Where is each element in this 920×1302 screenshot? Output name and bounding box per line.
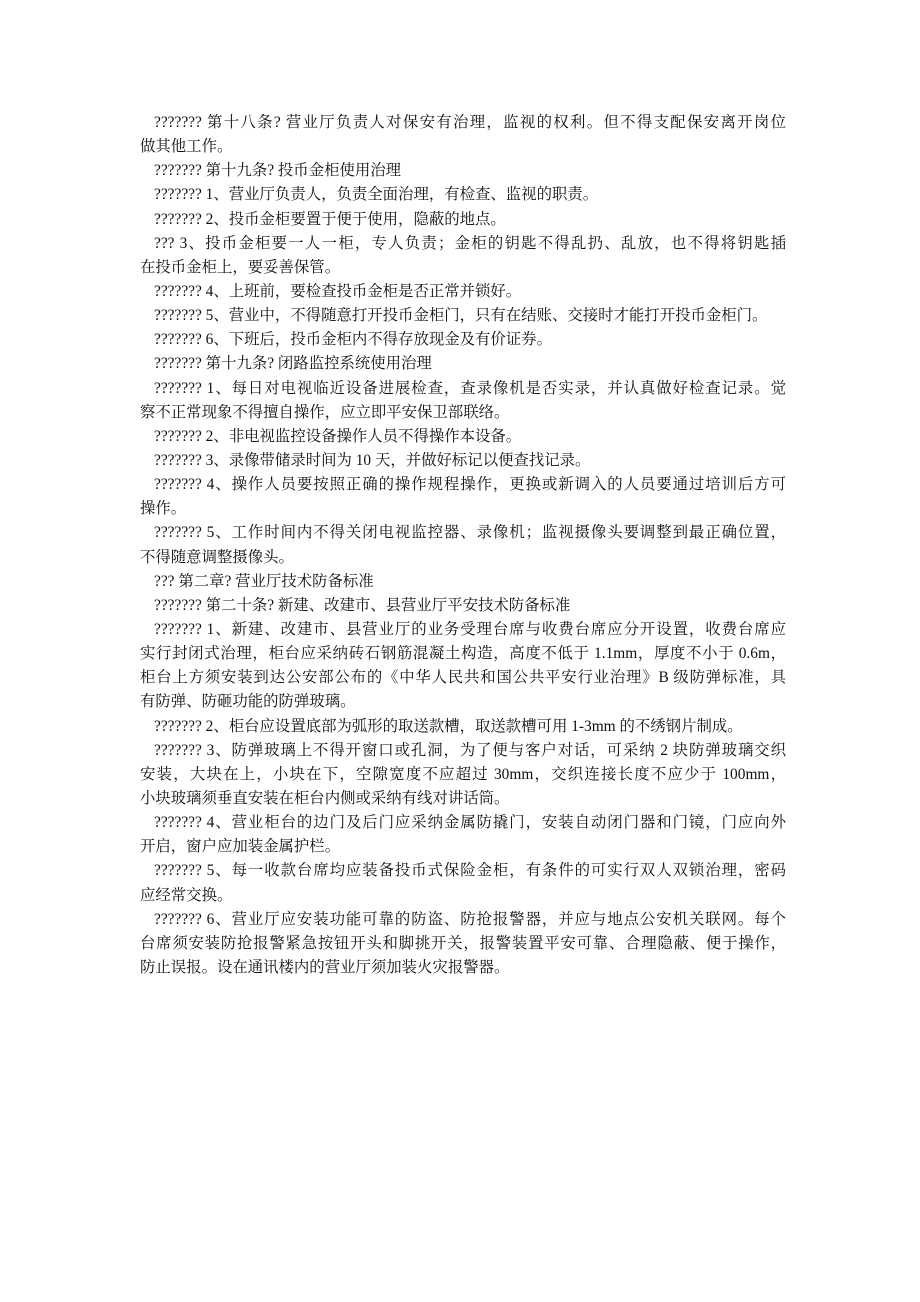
paragraph	[140, 473, 786, 521]
text-line: ??????? 第二十条? 新建、改建市、县营业厅平安技术防备标准	[154, 596, 571, 614]
text-line: ??????? 第十八条? 营业厅负责人对保安有治理，监视的权利。但不得支配保安离开岗位	[154, 114, 786, 131]
text-line: ??????? 3、录像带储录时间为 10 天，并做好标记以便查找记录。	[154, 451, 591, 469]
text-line: ??????? 第十九条? 闭路监控系统使用治理	[154, 355, 432, 373]
paragraph	[140, 280, 786, 304]
paragraph	[140, 594, 786, 618]
text-line: ??????? 5、工作时间内不得关闭电视监控器、录像机；监视摄像头要调整到最正确位置，	[154, 524, 786, 542]
text-line: 实行封闭式治理，柜台应采纳砖石钢筋混凝土构造，高度不低于 1.1mm，厚度不小于 0.6m，	[140, 645, 786, 663]
paragraph	[140, 811, 786, 859]
text-line: ??????? 4、上班前，要检查投币金柜是否正常并锁好。	[154, 282, 522, 300]
text-line: ??????? 6、下班后，投币金柜内不得存放现金及有价证券。	[154, 331, 552, 349]
text-line: 柜台上方须安装到达公安部公布的《中华人民共和国公共平安行业治理》B 级防弹标准，具	[140, 669, 786, 687]
paragraph	[140, 304, 786, 328]
paragraph	[140, 183, 786, 207]
paragraph	[140, 232, 786, 280]
paragraph	[140, 111, 786, 159]
text-line: ??? 3、投币金柜要一人一柜，专人负责；金柜的钥匙不得乱扔、乱放，也不得将钥匙插	[154, 234, 786, 252]
text-line: ??????? 5、营业中，不得随意打开投币金柜门，只有在结账、交接时才能打开投币金柜门。	[154, 307, 768, 325]
text-line: 不得随意调整摄像头。	[140, 548, 294, 566]
text-line: 安装，大块在上，小块在下，空隙宽度不应超过 30mm，交织连接长度不应少于 100mm，	[140, 765, 786, 783]
text-line: 有防弹、防砸功能的防弹玻璃。	[140, 693, 356, 711]
text-line: ??????? 1、营业厅负责人，负责全面治理，有检查、监视的职责。	[154, 186, 599, 204]
paragraph	[140, 425, 786, 449]
text-line: ??? 第二章? 营业厅技术防备标准	[154, 572, 374, 590]
paragraph	[140, 328, 786, 352]
paragraph	[140, 859, 786, 907]
paragraph	[140, 377, 786, 425]
paragraph	[140, 449, 786, 473]
text-line: ??????? 2、柜台应设置底部为弧形的取送款槽，取送款槽可用 1-3mm 的不绣钢片制成。	[154, 717, 743, 735]
text-line: ??????? 6、营业厅应安装功能可靠的防盗、防抢报警器，并应与地点公安机关联网。每个	[154, 910, 786, 928]
text-line: ??????? 4、营业柜台的边门及后门应采纳金属防撬门，安装自动闭门器和门镜，门应向外	[154, 814, 786, 832]
text-line: 在投币金柜上，要妥善保管。	[140, 258, 341, 276]
text-line: 台席须安装防抢报警紧急按钮开头和脚挑开关，报警装置平安可靠、合理隐蔽、便于操作，	[140, 934, 786, 952]
text-line: ??????? 4、操作人员要按照正确的操作规程操作，更换或新调入的人员要通过培训后方可	[154, 476, 786, 494]
paragraph	[140, 618, 786, 715]
paragraph	[140, 352, 786, 376]
text-line: 应经常交换。	[140, 886, 233, 904]
text-line: ??????? 2、非电视监控设备操作人员不得操作本设备。	[154, 427, 522, 445]
paragraph	[140, 570, 786, 594]
text-line: 小块玻璃须垂直安装在柜台内侧或采纳有线对讲话筒。	[140, 789, 510, 807]
document-body	[140, 111, 786, 980]
paragraph	[140, 159, 786, 183]
text-line: ??????? 2、投币金柜要置于便于使用，隐蔽的地点。	[154, 210, 506, 228]
text-line: ??????? 1、新建、改建市、县营业厅的业务受理台席与收费台席应分开设置，收费台席应	[154, 620, 786, 638]
paragraph	[140, 208, 786, 232]
paragraph	[140, 521, 786, 569]
paragraph	[140, 739, 786, 811]
text-line: ??????? 3、防弹玻璃上不得开窗口或孔洞，为了便与客户对话，可采纳 2 块防弹玻璃交织	[154, 741, 786, 759]
text-line: 防止误报。设在通讯楼内的营业厅须加装火灾报警器。	[140, 958, 510, 976]
text-line: 操作。	[140, 500, 187, 518]
text-line: 开启，窗户应加装金属护栏。	[140, 838, 341, 856]
text-line: 做其他工作。	[140, 138, 233, 156]
text-line: ??????? 第十九条? 投币金柜使用治理	[154, 162, 402, 180]
text-line: 察不正常现象不得擅自操作，应立即平安保卫部联络。	[140, 403, 510, 421]
paragraph	[140, 908, 786, 980]
paragraph	[140, 715, 786, 739]
text-line: ??????? 1、每日对电视临近设备进展检查，查录像机是否实录，并认真做好检查记录。觉	[154, 379, 786, 397]
text-line: ??????? 5、每一收款台席均应装备投币式保险金柜，有条件的可实行双人双锁治理，密码	[154, 862, 786, 880]
